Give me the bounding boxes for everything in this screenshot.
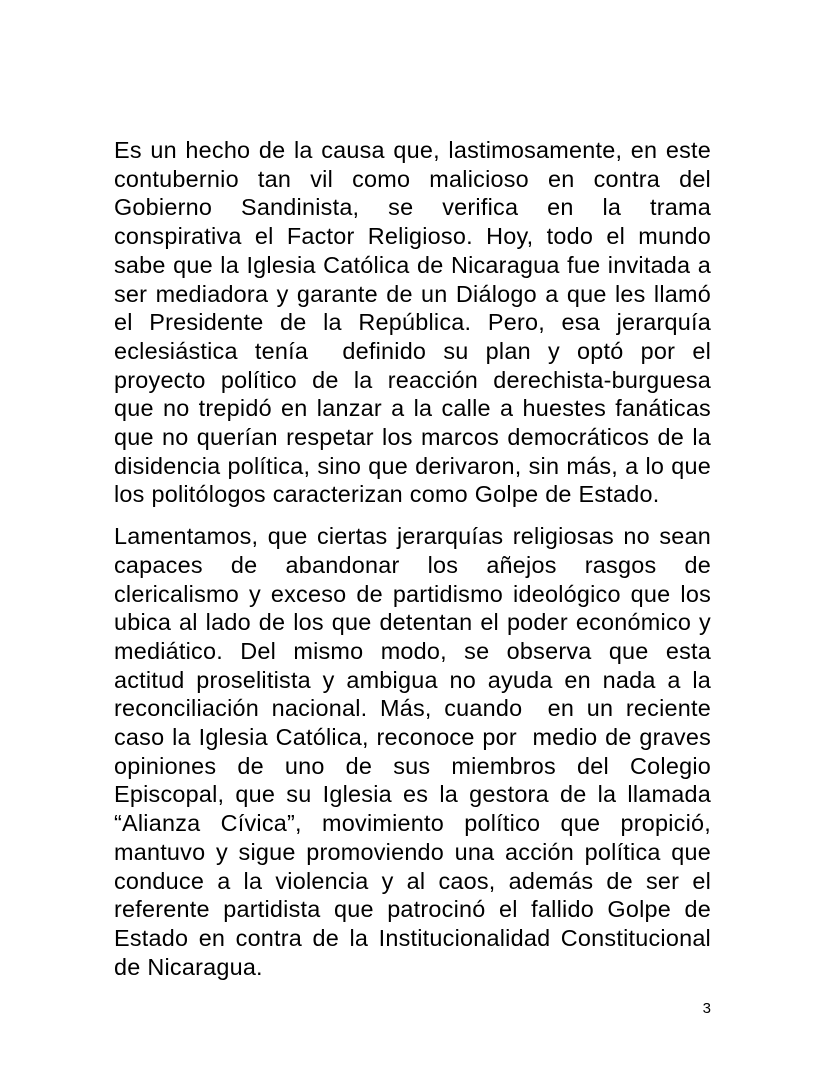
- document-body: [114, 136, 725, 981]
- page-number: 3: [702, 1000, 711, 1017]
- body-paragraph-1: Es un hecho de la causa que, lastimosamente, en este contubernio tan vil como malicioso en contra del Gobierno Sandinista, se verifica en la trama conspirativa el Factor Religioso. Hoy, todo el mundo sabe que la Iglesia Católica de Nicaragua fue invitada a ser mediadora y garante de un Diálogo a que les llamó el Presidente de la República. Pero, esa jerarquía eclesiástica tenía definido su plan y optó por el proyecto político de la reacción derechista-burguesa que no trepidó en lanzar a la calle a huestes fanáticas que no querían respetar los marcos democráticos de la disidencia política, sino que derivaron, sin más, a lo que los politólogos caracterizan como Golpe de Estado.: [114, 137, 725, 508]
- body-paragraph-2: Lamentamos, que ciertas jerarquías religiosas no sean capaces de abandonar los añejos rasgos de clericalismo y exceso de partidismo ideológico que los ubica al lado de los que detentan el poder económico y mediático. Del mismo modo, se observa que esta actitud proselitista y ambigua no ayuda en nada a la reconciliación nacional. Más, cuando en un reciente caso la Iglesia Católica, reconoce por medio de graves opiniones de uno de sus miembros del Colegio Episcopal, que su Iglesia es la gestora de la llamada “Alianza Cívica”, movimiento político que propició, mantuvo y sigue promoviendo una acción política que conduce a la violencia y al caos, además de ser el referente partidista que patrocinó el fallido Golpe de Estado en contra de la Institucionalidad Constitucional de Nicaragua.: [114, 523, 718, 980]
